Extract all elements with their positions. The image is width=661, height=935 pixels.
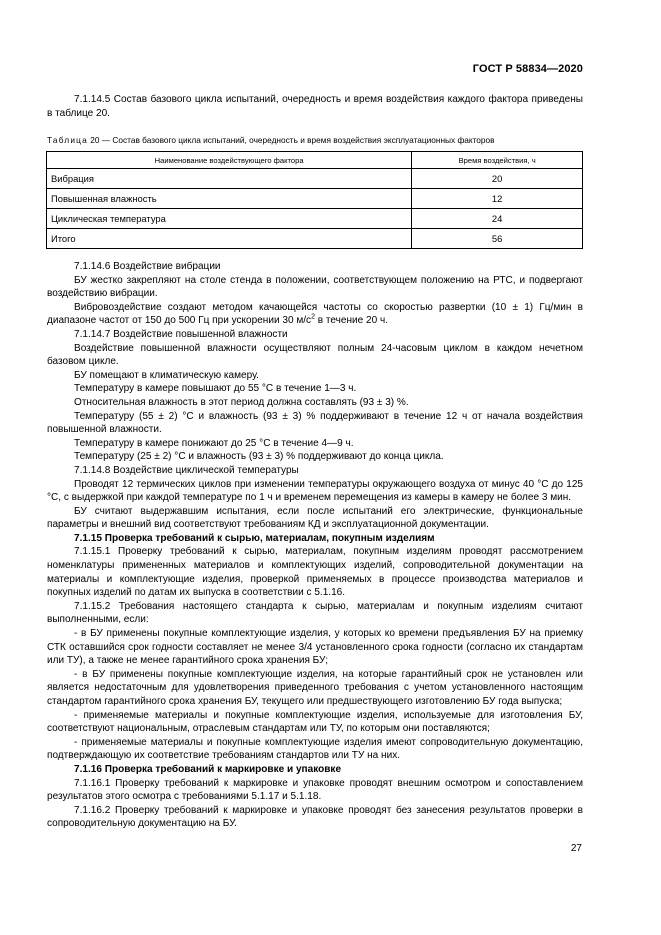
table-row xyxy=(47,189,583,209)
paragraph: Воздействие повышенной влажности осуществляют полным 24-часовым циклом в каждом нечетном базовом цикле. xyxy=(47,342,583,368)
paragraph: БУ считают выдержавшим испытания, если после испытаний его электрические, функциональные параметры и внешний вид соответствуют требованиям КД и эксплуатационной документации. xyxy=(47,505,583,531)
subsection-heading: 7.1.14.7 Воздействие повышенной влажности xyxy=(74,328,288,340)
factor-table xyxy=(46,151,583,249)
list-item: - в БУ применены покупные комплектующие изделия, у которых ко времени предъявления БУ на приемку СТК оставшийся срок годности составляет не менее 3/4 установленного срока годности (согласно их стандартам или ТУ), а также не менее гарантийного срока хранения БУ; xyxy=(47,628,583,667)
section-heading: 7.1.16 Проверка требований к маркировке и упаковке xyxy=(74,763,342,775)
cell-factor-name: Циклическая температура xyxy=(47,209,412,229)
table-caption-prefix: Таблица xyxy=(47,135,88,145)
paragraph: Проводят 12 термических циклов при изменении температуры окружающего воздуха от минус 40 °С до 125 °С, с выдержкой при каждой температуре по 1 ч и временем перемещения из камеры в камеру не более 3 мин. xyxy=(47,478,583,504)
paragraph: 7.1.15.2 Требования настоящего стандарта к сырью, материалам и покупным изделиям считают выполненными, если: xyxy=(47,600,583,626)
table-row-total xyxy=(47,229,583,249)
column-header-time: Время воздействия, ч xyxy=(412,152,583,169)
cell-factor-name: Итого xyxy=(47,229,412,249)
paragraph: 7.1.16.2 Проверку требований к маркировке и упаковке проводят без занесения результатов проверки в сопроводительную документацию на БУ. xyxy=(47,804,583,830)
table-caption xyxy=(47,135,495,145)
paragraph: Температуру (25 ± 2) °С и влажность (93 ± 3) % поддерживают до конца цикла. xyxy=(74,451,444,463)
paragraph: Относительная влажность в этот период должна составлять (93 ± 3) %. xyxy=(74,396,409,408)
paragraph-text: Вибровоздействие создают методом качающейся частоты со скоростью развертки (10 ± 1) Гц/мин в диапазоне частот от 150 до 500 Гц при ускорении 30 м/с xyxy=(47,301,583,327)
intro-paragraph: 7.1.14.5 Состав базового цикла испытаний, очередность и время воздействия каждого фактора приведены в таблице 20. xyxy=(47,94,583,119)
table-header-row xyxy=(47,152,583,169)
paragraph: 7.1.15.1 Проверку требований к сырью, материалам, покупным изделиям проводят рассмотрением номенклатуры примененных материалов и комплектующих изделий, сопроводительной документации на материалы и комплектующие изделия, проверкой применяемых в процессе производства материалов и покупных изделий по датам их выпуска в соответствии с 5.1.16. xyxy=(47,546,583,599)
table-row xyxy=(47,169,583,189)
cell-factor-name: Вибрация xyxy=(47,169,412,189)
body-text xyxy=(47,260,583,831)
paragraph: Температуру в камере повышают до 55 °С в течение 1—3 ч. xyxy=(74,383,357,395)
table-row xyxy=(47,209,583,229)
paragraph: Температуру (55 ± 2) °С и влажность (93 ± 3) % поддерживают в течение 12 ч от начала воздействия повышенной влажности. xyxy=(47,410,583,436)
superscript: 2 xyxy=(311,314,315,322)
cell-factor-time: 24 xyxy=(412,209,583,229)
cell-factor-time: 20 xyxy=(412,169,583,189)
paragraph: БУ помещают в климатическую камеру. xyxy=(74,369,259,381)
paragraph xyxy=(47,301,583,328)
document-id: ГОСТ Р 58834—2020 xyxy=(472,63,583,75)
subsection-heading: 7.1.14.6 Воздействие вибрации xyxy=(74,261,221,272)
section-heading: 7.1.15 Проверка требований к сырью, материалам, покупным изделиям xyxy=(74,532,435,544)
paragraph: Температуру в камере понижают до 25 °С в течение 4—9 ч. xyxy=(74,437,354,449)
cell-factor-time: 56 xyxy=(412,229,583,249)
paragraph: 7.1.16.1 Проверку требований к маркировке и упаковке проводят внешним осмотром и сопоставлением результатов этого осмотра с требованиями 5.1.17 и 5.1.18. xyxy=(47,777,583,803)
paragraph: БУ жестко закрепляют на столе стенда в положении, соответствующем положению на РТС, и подвергают воздействию вибрации. xyxy=(47,274,583,300)
column-header-factor: Наименование воздействующего фактора xyxy=(47,152,412,169)
list-item: - применяемые материалы и покупные комплектующие изделия имеют сопроводительную документацию, подтверждающую их соответствие требованиям стандартов или ТУ на них. xyxy=(47,736,583,762)
list-item: - применяемые материалы и покупные комплектующие изделия, используемые для изготовления БУ, соответствуют национальным, отраслевым стандартам или ТУ, по которым они поставляются; xyxy=(47,709,583,735)
page-number: 27 xyxy=(570,843,582,854)
cell-factor-time: 12 xyxy=(412,189,583,209)
cell-factor-name: Повышенная влажность xyxy=(47,189,412,209)
paragraph-text: в течение 20 ч. xyxy=(314,315,389,327)
table-caption-text: 20 — Состав базового цикла испытаний, очередность и время воздействия эксплуатационных факторов xyxy=(90,135,495,145)
list-item: - в БУ применены покупные комплектующие изделия, на которые гарантийный срок не установлен или является недостаточным для удовлетворения приведенного требования с учетом установленного настоящим стандартом гарантийного срока хранения БУ, текущего или предшествующего изготовлению БУ года выпуска; xyxy=(47,668,583,707)
subsection-heading: 7.1.14.8 Воздействие циклической температуры xyxy=(74,464,299,476)
